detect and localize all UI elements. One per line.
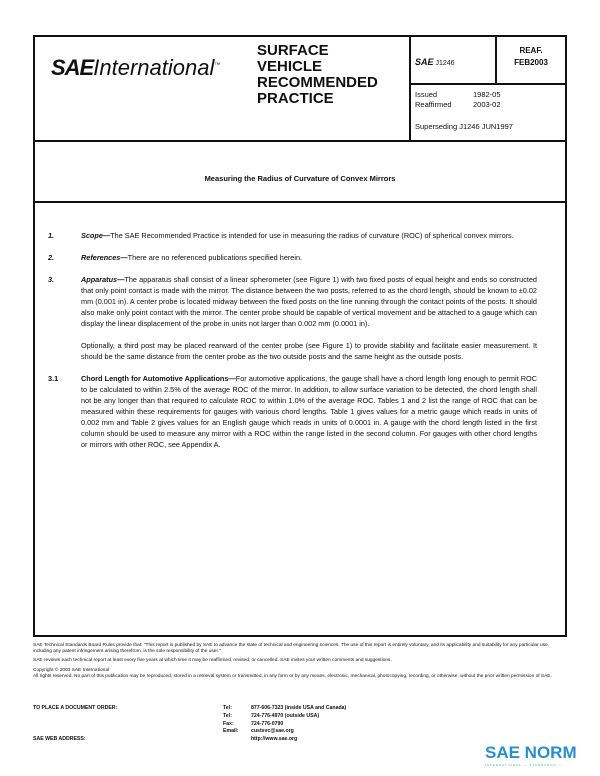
contact-label: Email:: [223, 728, 239, 734]
section-heading: References—: [81, 253, 128, 262]
contact-label: Fax:: [223, 721, 234, 727]
section-heading: Chord Length for Automotive Applications—: [81, 374, 236, 383]
rights: All rights reserved. No part of this publication may be reproduced, stored in a retrieval system or transmitted, in any form or by any means, electronic, mechanical, photocopying, recording, or otherwise, without the prior written permission of SAE.: [33, 673, 552, 679]
document-body: [35, 203, 565, 461]
logo-sae: SAE: [51, 55, 94, 80]
section-number: 3.: [48, 275, 55, 284]
document-number: [415, 57, 455, 67]
issued-label: Issued: [415, 90, 438, 99]
web-label: SAE WEB ADDRESS:: [33, 736, 86, 742]
logo-international: International: [93, 55, 215, 80]
email-link[interactable]: custsvc@sae.org: [251, 728, 294, 734]
section-references: [48, 252, 537, 263]
section-chord-length: [48, 373, 537, 450]
contact-label: Tel:: [223, 705, 232, 711]
sae-international-logo: [51, 55, 220, 81]
section-number: 1.: [48, 231, 55, 240]
divider: [409, 83, 565, 85]
section-text: For automotive applications, the gauge shall have a chord length long enough to permit ROC to be calculated to within 2.5% of the average ROC of the mirror. In addition, to allow surface variation to be detected, the chord length shall not be any longer than that required to calculate ROC to within 1.0% of the average ROC. Tables 1 and 2 list the range of ROC that can be measured within these requirements for gauges with various chord lengths. Table 1 gives values for a metric gauge which reads in units of 0.002 mm and Table 2 gives values for an English gauge which reads in units of 0.0001 in. A gauge with the chord length listed in the first column should be used to measure any mirror with a ROC within the range listed in the second column. For gauges with other chord lengths or mirrors with other ROC, see Appendix A.: [81, 374, 537, 449]
contact-value: 877-606-7323 (inside USA and Canada): [251, 705, 347, 711]
watermark-text: SAE NORM: [485, 743, 577, 762]
contact-label: Tel:: [223, 713, 232, 719]
status-badge: [497, 45, 565, 69]
header: [35, 37, 565, 142]
watermark-sub: INTERNATIONAL — STANDARDS —: [485, 763, 563, 767]
document-title: Measuring the Radius of Curvature of Convex Mirrors: [35, 142, 565, 203]
doc-logo: SAE: [415, 57, 434, 67]
reaffirmed-value: 2003-02: [473, 100, 501, 109]
document-frame: [33, 35, 567, 637]
logo-tm: ™: [214, 62, 221, 69]
section-text: The apparatus shall consist of a linear spherometer (see Figure 1) with two fixed posts of equal height and ends so constructed that only point contact is made with the mirror. The distance between the two posts, referred to as the chord length, should be known to ±0.02 mm (0.001 in). A center probe is located midway between the fixed posts on the line running through the contact points of the posts. It should also make only point contact with the mirror. The center probe should be capable of vertical movement and be attached to a gauge which can display the linear displacement of the probe in units not larger than 0.002 mm (0.0001 in).: [81, 275, 537, 328]
superseding: Superseding J1246 JUN1997: [415, 122, 513, 131]
footer: [33, 643, 567, 683]
section-paragraph: Optionally, a third post may be placed rearward of the center probe (see Figure 1) to provide stability and facilitate easier measurement. It should be the same distance from the center probe as the two outside posts and the same height as the outside posts.: [81, 341, 537, 361]
section-heading: Apparatus—: [81, 275, 125, 284]
section-text: There are no referenced publications specified herein.: [127, 253, 303, 262]
status-line1: REAF.: [519, 46, 543, 55]
reaffirmed-label: Reaffirmed: [415, 100, 452, 109]
document-type: SURFACE VEHICLE RECOMMENDED PRACTICE: [257, 42, 378, 107]
section-heading: Scope—: [81, 231, 111, 240]
section-number: 2.: [48, 253, 55, 262]
issued-value: 1982-05: [473, 90, 501, 99]
sae-norm-watermark: [485, 743, 577, 767]
order-label: TO PLACE A DOCUMENT ORDER:: [33, 705, 118, 711]
contact-value: 724-776-4970 (outside USA): [251, 713, 320, 719]
section-number: 3.1: [48, 374, 59, 383]
footer-rules: SAE Technical Standards Board Rules provide that: "This report is published by SAE to advance the state of technical and engineering sciences. The use of this report is entirely voluntary, and its applicability and suitability for any particular use, including any patent infringement arising therefrom, is the sole responsibility of the user.": [33, 643, 550, 655]
section-scope: [48, 230, 537, 241]
divider: [409, 37, 411, 142]
copyright: Copyright © 2003 SAE International: [33, 667, 110, 673]
footer-review: SAE reviews each technical report at least every five years at which time it may be reaffirmed, revised, or cancelled. SAE invites your written comments and suggestions.: [33, 658, 392, 664]
web-link[interactable]: http://www.sae.org: [251, 736, 298, 742]
contact-value: 724-776-0790: [251, 721, 284, 727]
section-apparatus: [48, 274, 537, 329]
dates: [415, 90, 531, 110]
doc-number: J1246: [435, 60, 455, 67]
status-line2: FEB2003: [514, 58, 548, 67]
section-text: The SAE Recommended Practice is intended for use in measuring the radius of curvature (ROC) of spherical convex mirrors.: [110, 231, 514, 240]
